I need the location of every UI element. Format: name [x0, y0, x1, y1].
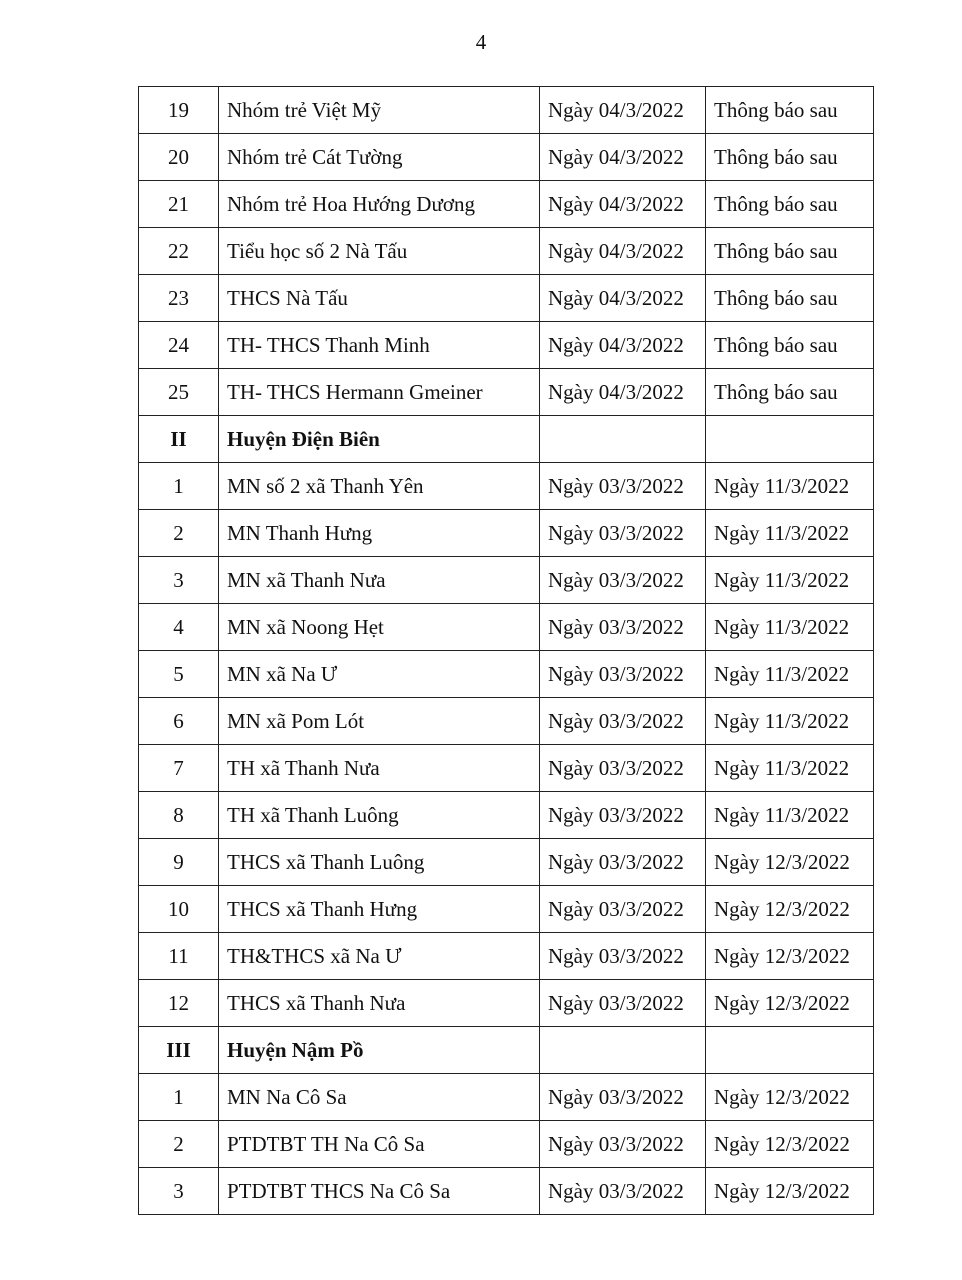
school-name-cell: MN số 2 xã Thanh Yên	[219, 463, 540, 510]
page-number: 4	[475, 30, 487, 54]
row-number-cell: 9	[139, 839, 219, 886]
school-name-cell: MN Na Cô Sa	[219, 1074, 540, 1121]
end-date-cell: Ngày 11/3/2022	[706, 557, 874, 604]
row-number-cell: 5	[139, 651, 219, 698]
row-number-cell: 10	[139, 886, 219, 933]
start-date-cell: Ngày 03/3/2022	[540, 792, 706, 839]
start-date-cell: Ngày 03/3/2022	[540, 933, 706, 980]
row-number-cell: 11	[139, 933, 219, 980]
school-name-cell: MN xã Pom Lót	[219, 698, 540, 745]
row-number-cell: 3	[139, 557, 219, 604]
end-date-cell	[706, 416, 874, 463]
end-date-cell: Ngày 12/3/2022	[706, 933, 874, 980]
school-name-cell: Nhóm trẻ Hoa Hướng Dương	[219, 181, 540, 228]
schedule-table	[138, 86, 874, 1215]
start-date-cell: Ngày 04/3/2022	[540, 134, 706, 181]
table-row	[139, 557, 874, 604]
end-date-cell: Ngày 12/3/2022	[706, 886, 874, 933]
school-name-cell: Nhóm trẻ Việt Mỹ	[219, 87, 540, 134]
start-date-cell	[540, 1027, 706, 1074]
end-date-cell: Thông báo sau	[706, 369, 874, 416]
end-date-cell	[706, 1027, 874, 1074]
start-date-cell: Ngày 03/3/2022	[540, 980, 706, 1027]
table-row	[139, 1074, 874, 1121]
start-date-cell: Ngày 03/3/2022	[540, 604, 706, 651]
end-date-cell: Thông báo sau	[706, 228, 874, 275]
section-row	[139, 1027, 874, 1074]
table-row	[139, 134, 874, 181]
row-number-cell: 4	[139, 604, 219, 651]
school-name-cell: THCS xã Thanh Luông	[219, 839, 540, 886]
end-date-cell: Ngày 12/3/2022	[706, 1074, 874, 1121]
end-date-cell: Thông báo sau	[706, 87, 874, 134]
end-date-cell: Thông báo sau	[706, 322, 874, 369]
row-number-cell: III	[139, 1027, 219, 1074]
row-number-cell: 20	[139, 134, 219, 181]
end-date-cell: Ngày 12/3/2022	[706, 1121, 874, 1168]
end-date-cell: Ngày 11/3/2022	[706, 651, 874, 698]
start-date-cell: Ngày 04/3/2022	[540, 322, 706, 369]
row-number-cell: 3	[139, 1168, 219, 1215]
row-number-cell: 21	[139, 181, 219, 228]
start-date-cell: Ngày 03/3/2022	[540, 463, 706, 510]
start-date-cell: Ngày 03/3/2022	[540, 886, 706, 933]
end-date-cell: Ngày 11/3/2022	[706, 792, 874, 839]
start-date-cell: Ngày 04/3/2022	[540, 275, 706, 322]
start-date-cell: Ngày 03/3/2022	[540, 839, 706, 886]
table-row	[139, 1121, 874, 1168]
table-row	[139, 792, 874, 839]
start-date-cell: Ngày 04/3/2022	[540, 181, 706, 228]
school-name-cell: MN xã Na Ư	[219, 651, 540, 698]
table-row	[139, 839, 874, 886]
start-date-cell: Ngày 03/3/2022	[540, 1168, 706, 1215]
school-name-cell: MN Thanh Hưng	[219, 510, 540, 557]
school-name-cell: Huyện Điện Biên	[219, 416, 540, 463]
row-number-cell: 6	[139, 698, 219, 745]
row-number-cell: 2	[139, 510, 219, 557]
row-number-cell: 7	[139, 745, 219, 792]
table-row	[139, 886, 874, 933]
school-name-cell: TH- THCS Thanh Minh	[219, 322, 540, 369]
end-date-cell: Ngày 12/3/2022	[706, 839, 874, 886]
table-row	[139, 181, 874, 228]
school-name-cell: Huyện Nậm Pồ	[219, 1027, 540, 1074]
table-row	[139, 463, 874, 510]
start-date-cell: Ngày 03/3/2022	[540, 698, 706, 745]
start-date-cell: Ngày 04/3/2022	[540, 87, 706, 134]
start-date-cell: Ngày 04/3/2022	[540, 228, 706, 275]
school-name-cell: PTDTBT THCS Na Cô Sa	[219, 1168, 540, 1215]
table-row	[139, 698, 874, 745]
row-number-cell: 1	[139, 1074, 219, 1121]
row-number-cell: 24	[139, 322, 219, 369]
table-row	[139, 980, 874, 1027]
row-number-cell: 2	[139, 1121, 219, 1168]
school-name-cell: THCS Nà Tấu	[219, 275, 540, 322]
start-date-cell: Ngày 04/3/2022	[540, 369, 706, 416]
school-name-cell: THCS xã Thanh Hưng	[219, 886, 540, 933]
school-name-cell: TH&THCS xã Na Ư	[219, 933, 540, 980]
end-date-cell: Ngày 11/3/2022	[706, 745, 874, 792]
schedule-table-body	[139, 87, 874, 1215]
row-number-cell: 25	[139, 369, 219, 416]
end-date-cell: Ngày 12/3/2022	[706, 1168, 874, 1215]
end-date-cell: Ngày 11/3/2022	[706, 698, 874, 745]
end-date-cell: Ngày 11/3/2022	[706, 604, 874, 651]
section-row	[139, 416, 874, 463]
row-number-cell: 1	[139, 463, 219, 510]
school-name-cell: MN xã Thanh Nưa	[219, 557, 540, 604]
table-row	[139, 604, 874, 651]
school-name-cell: Nhóm trẻ Cát Tường	[219, 134, 540, 181]
table-row	[139, 1168, 874, 1215]
start-date-cell	[540, 416, 706, 463]
row-number-cell: 19	[139, 87, 219, 134]
table-row	[139, 933, 874, 980]
table-row	[139, 228, 874, 275]
table-row	[139, 275, 874, 322]
start-date-cell: Ngày 03/3/2022	[540, 510, 706, 557]
row-number-cell: II	[139, 416, 219, 463]
end-date-cell: Ngày 11/3/2022	[706, 463, 874, 510]
end-date-cell: Thông báo sau	[706, 134, 874, 181]
table-row	[139, 745, 874, 792]
row-number-cell: 23	[139, 275, 219, 322]
start-date-cell: Ngày 03/3/2022	[540, 1074, 706, 1121]
table-row	[139, 322, 874, 369]
school-name-cell: TH- THCS Hermann Gmeiner	[219, 369, 540, 416]
end-date-cell: Ngày 11/3/2022	[706, 510, 874, 557]
school-name-cell: TH xã Thanh Luông	[219, 792, 540, 839]
row-number-cell: 22	[139, 228, 219, 275]
row-number-cell: 8	[139, 792, 219, 839]
end-date-cell: Thông báo sau	[706, 181, 874, 228]
school-name-cell: Tiểu học số 2 Nà Tấu	[219, 228, 540, 275]
school-name-cell: TH xã Thanh Nưa	[219, 745, 540, 792]
school-name-cell: MN xã Noong Hẹt	[219, 604, 540, 651]
table-row	[139, 510, 874, 557]
table-row	[139, 651, 874, 698]
start-date-cell: Ngày 03/3/2022	[540, 557, 706, 604]
table-row	[139, 369, 874, 416]
school-name-cell: PTDTBT TH Na Cô Sa	[219, 1121, 540, 1168]
row-number-cell: 12	[139, 980, 219, 1027]
table-row	[139, 87, 874, 134]
end-date-cell: Thông báo sau	[706, 275, 874, 322]
end-date-cell: Ngày 12/3/2022	[706, 980, 874, 1027]
school-name-cell: THCS xã Thanh Nưa	[219, 980, 540, 1027]
start-date-cell: Ngày 03/3/2022	[540, 745, 706, 792]
start-date-cell: Ngày 03/3/2022	[540, 1121, 706, 1168]
start-date-cell: Ngày 03/3/2022	[540, 651, 706, 698]
